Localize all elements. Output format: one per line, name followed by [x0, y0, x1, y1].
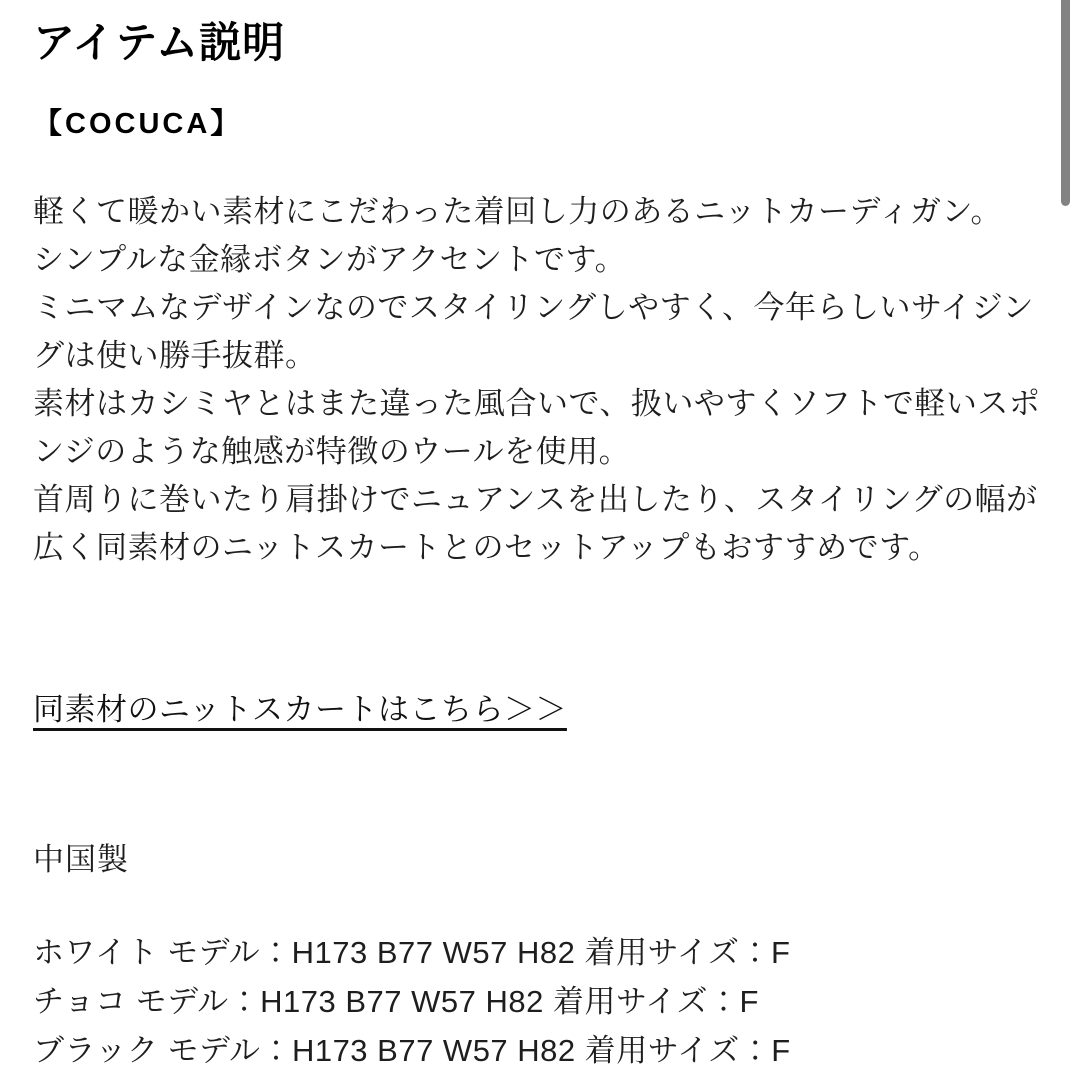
country-of-origin: 中国製 — [33, 842, 129, 877]
model-info-line-black: ブラック モデル：H173 B77 W57 H82 着用サイズ：F — [33, 1033, 791, 1068]
description-line: 素材はカシミヤとはまた違った風合いで、扱いやすくソフトで軽いスポ — [33, 386, 1041, 421]
description-line: ミニマムなデザインなのでスタイリングしやすく、今年らしいサイジン — [33, 290, 1035, 325]
description-line: 広く同素材のニットスカートとのセットアップもおすすめです。 — [33, 530, 940, 565]
description-line: シンプルな金縁ボタンがアクセントです。 — [33, 242, 627, 277]
model-info-line-choco: チョコ モデル：H173 B77 W57 H82 着用サイズ：F — [33, 984, 759, 1019]
same-material-skirt-link[interactable]: 同素材のニットスカートはこちら＞＞ — [33, 692, 567, 727]
description-line: グは使い勝手抜群。 — [33, 338, 317, 373]
page-title: アイテム説明 — [33, 19, 286, 67]
model-size-info — [33, 928, 791, 1075]
brand-heading: 【COCUCA】 — [33, 108, 243, 140]
description-line: 軽くて暖かい素材にこだわった着回し力のあるニットカーディガン。 — [33, 194, 1003, 229]
model-info-line-white: ホワイト モデル：H173 B77 W57 H82 着用サイズ：F — [33, 935, 791, 970]
description-line: 首周りに巻いたり肩掛けでニュアンスを出したり、スタイリングの幅が — [33, 482, 1038, 517]
scrollbar-thumb[interactable] — [1061, 0, 1070, 206]
description-line: ンジのような触感が特徴のウールを使用。 — [33, 434, 631, 469]
product-description — [33, 188, 1043, 572]
